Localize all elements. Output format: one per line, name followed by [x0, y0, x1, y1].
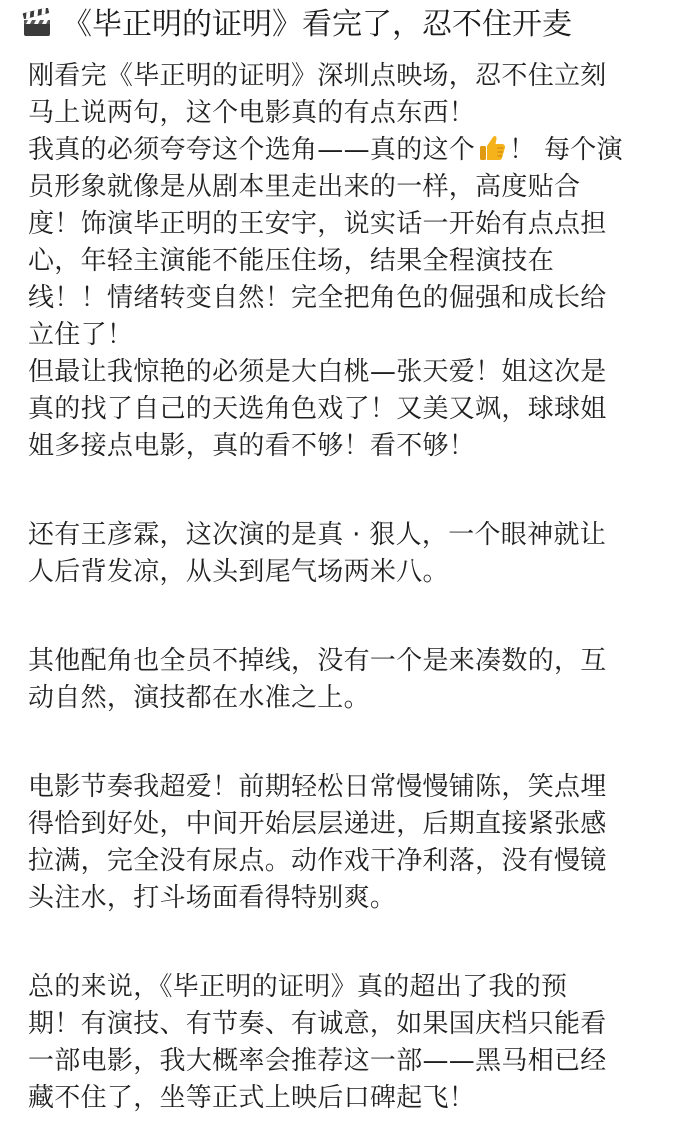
clapperboard-icon — [22, 8, 52, 38]
post-line: 人后背发凉，从头到尾气场两米八。 — [28, 557, 449, 587]
post-line: 头注水，打斗场面看得特别爽。 — [28, 883, 397, 913]
post-line: 得恰到好处，中间开始层层递进，后期直接紧张感 — [28, 809, 607, 839]
post-line: 立住了！ — [28, 320, 134, 350]
post-line: 其他配角也全员不掉线，没有一个是来凑数的，互 — [28, 646, 607, 676]
post-line: 还有王彦霖，这次演的是真 · 狠人，一个眼神就让 — [28, 520, 606, 550]
post-line: 动自然，演技都在水准之上。 — [28, 683, 370, 713]
post-line: 心，年轻主演能不能压住场，结果全程演技在 — [28, 246, 555, 276]
post-line: 电影节奏我超爱！前期轻松日常慢慢铺陈，笑点埋 — [28, 772, 607, 802]
post-line-text: 我真的必须夸夸这个选角——真的这个 — [28, 135, 476, 165]
post-line: 刚看完《毕正明的证明》深圳点映场，忍不住立刻 — [28, 61, 607, 91]
post-line: 一部电影，我大概率会推荐这一部——黑马相已经 — [28, 1046, 607, 1076]
post-line: 真的找了自己的天选角色戏了！又美又飒，球球姐 — [28, 394, 607, 424]
post-line: 总的来说，《毕正明的证明》真的超出了我的预 — [28, 972, 568, 1002]
post-body — [28, 58, 668, 1117]
post-line: 但最让我惊艳的必须是大白桃—张天爱！姐这次是 — [28, 357, 607, 387]
post-line: 线！！情绪转变自然！完全把角色的倔强和成长给 — [28, 283, 607, 313]
post-line: 马上说两句，这个电影真的有点东西！ — [28, 98, 476, 128]
post-line: 度！饰演毕正明的王安宇，说实话一开始有点点担 — [28, 209, 607, 239]
post-line: 姐多接点电影，真的看不够！看不够！ — [28, 431, 476, 461]
post-line: 藏不住了，坐等正式上映后口碑起飞！ — [28, 1083, 476, 1113]
post-title-text: 《毕正明的证明》看完了，忍不住开麦 — [62, 7, 572, 42]
post-line — [28, 132, 668, 169]
post-line: 期！有演技、有节奏、有诚意，如果国庆档只能看 — [28, 1009, 607, 1039]
post-line: 拉满，完全没有尿点。动作戏干净利落，没有慢镜 — [28, 846, 607, 876]
post-line-text: ！ 每个演 — [509, 135, 623, 165]
post-title — [22, 4, 672, 46]
thumbs-up-icon — [477, 133, 507, 163]
post-line: 员形象就像是从剧本里走出来的一样，高度贴合 — [28, 172, 581, 202]
